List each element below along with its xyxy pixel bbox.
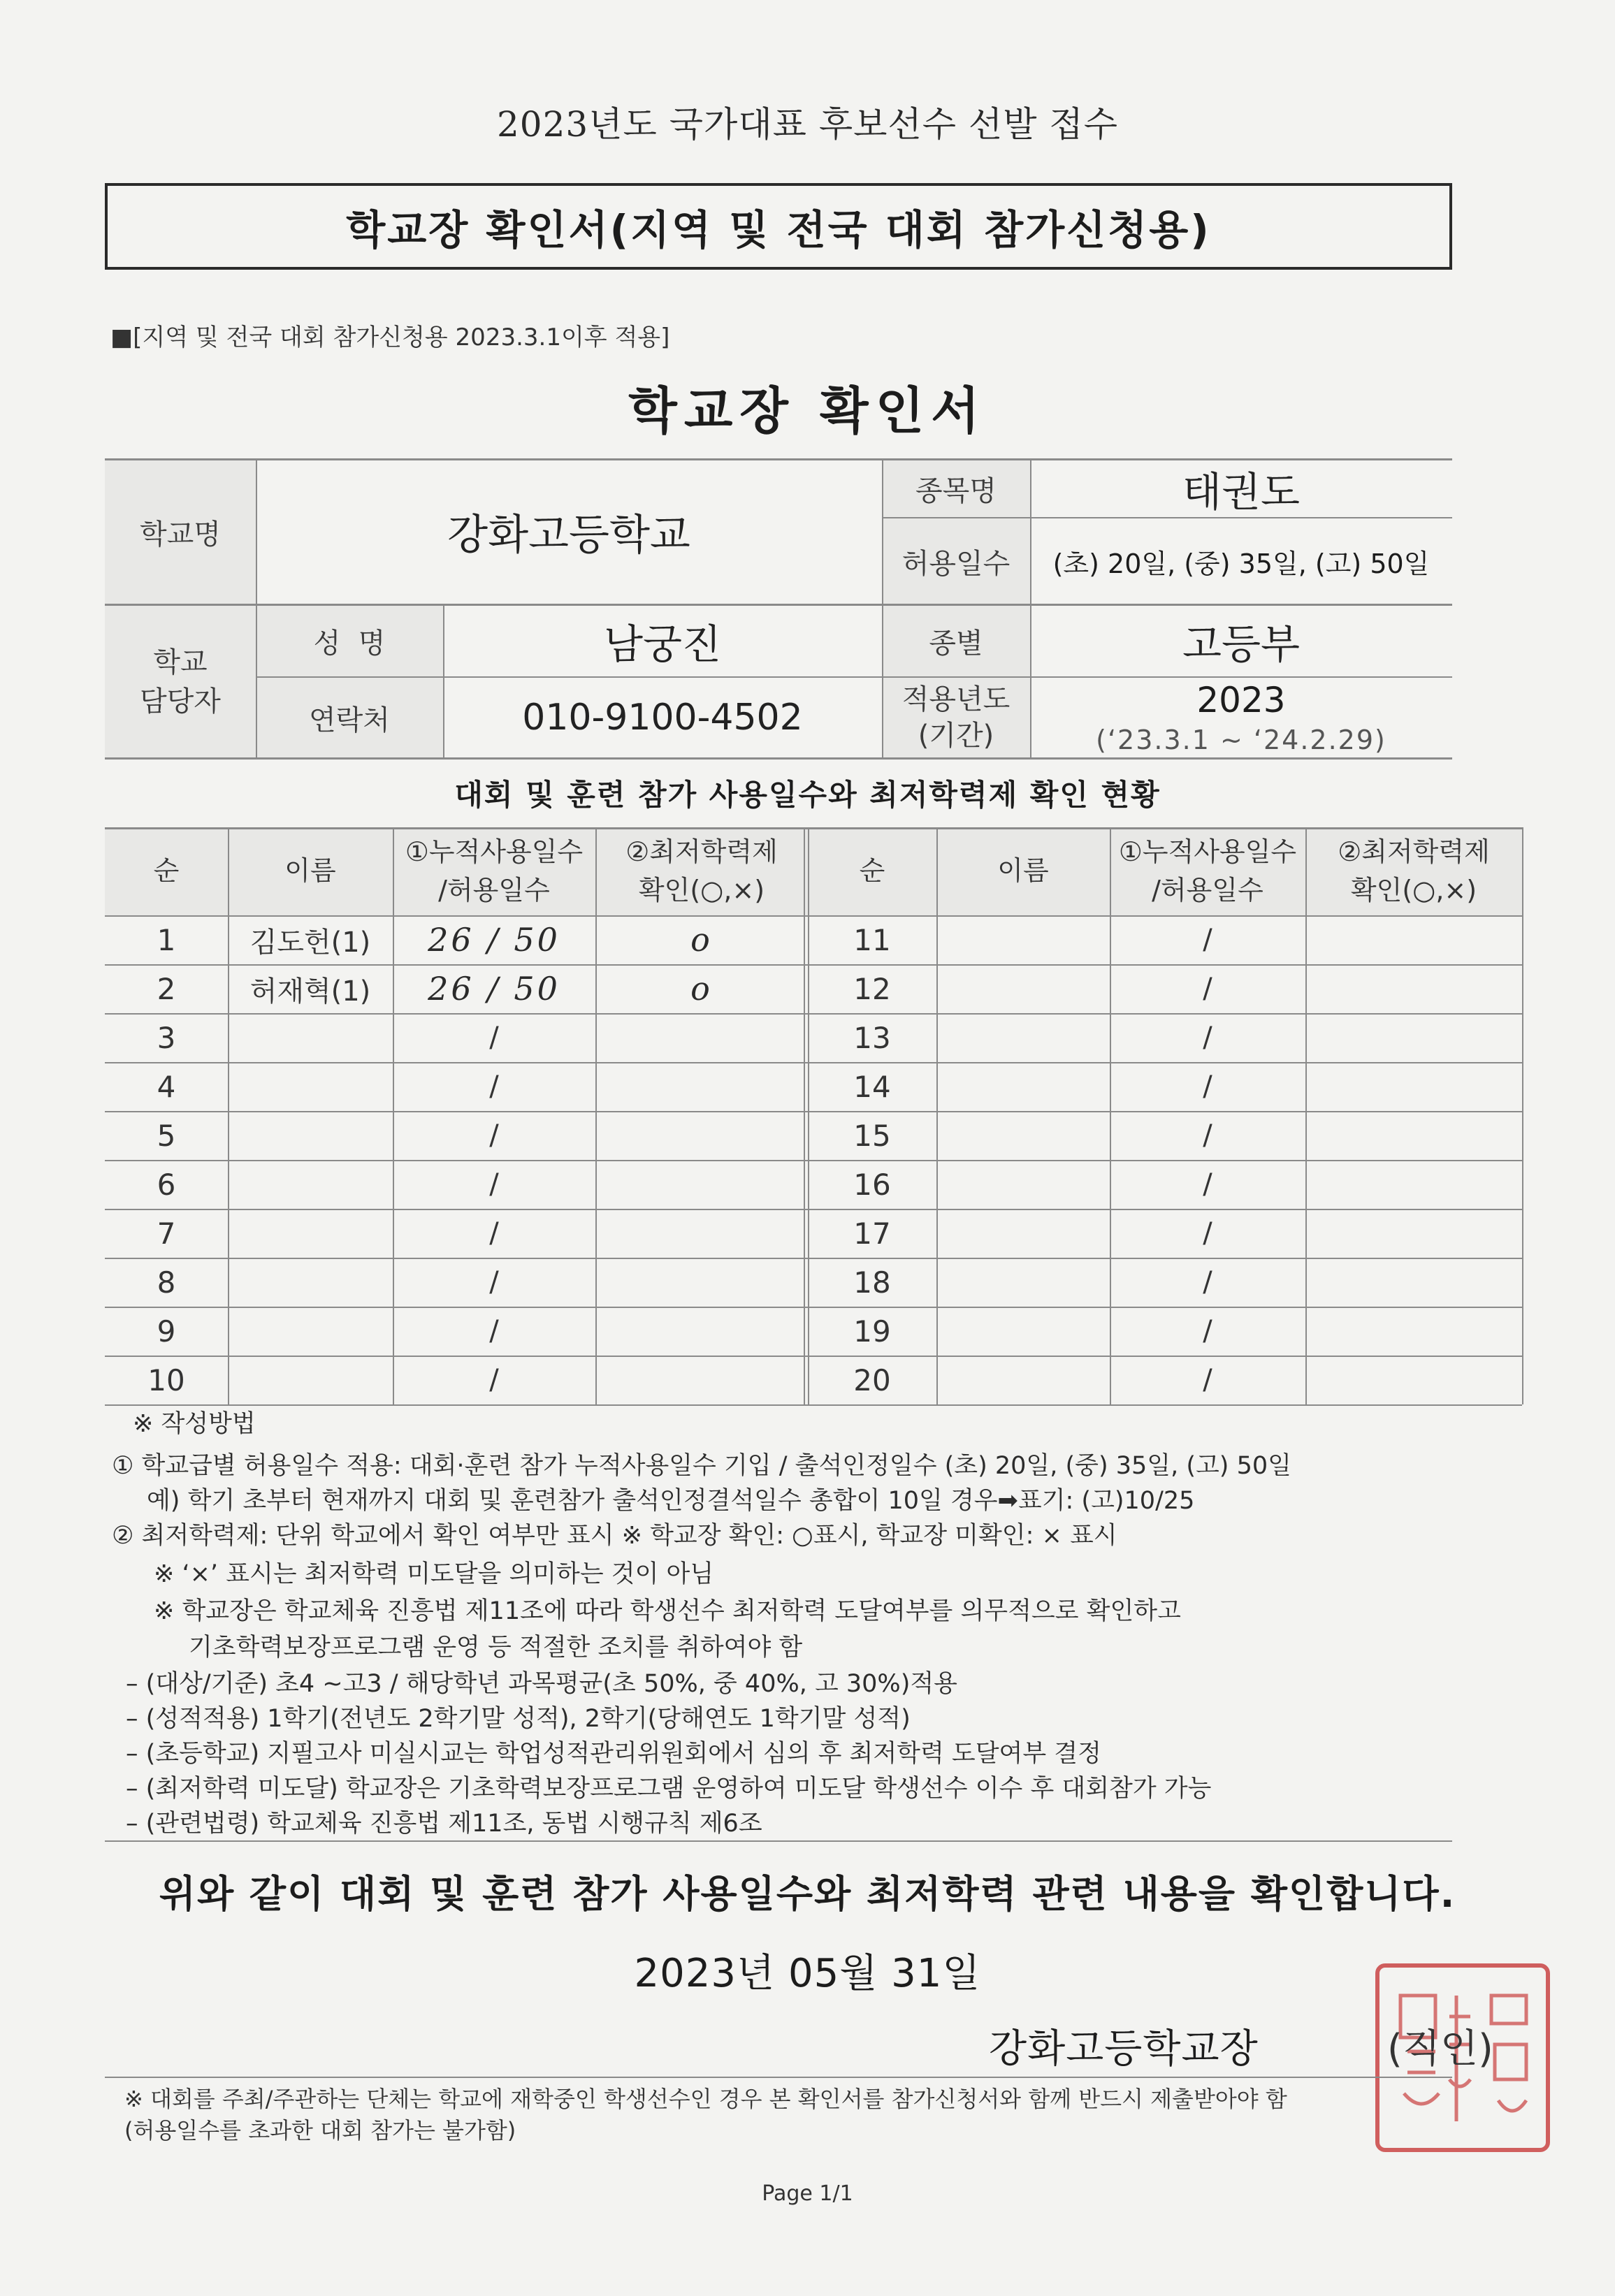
row-days: / [1203,924,1212,956]
row-min-check [595,1209,808,1258]
row-days: / [489,1217,499,1249]
school-name-value: 강화고등학교 [447,511,690,560]
row-days: / [1203,1070,1212,1103]
row-number: 18 [853,1265,891,1300]
row-number: 16 [853,1167,891,1202]
row-student-name [228,1356,393,1404]
row-number: 15 [853,1118,891,1153]
row-min-check [595,1160,808,1209]
allowed-days-value: (초) 20일, (중) 35일, (고) 50일 [1052,548,1430,579]
method-heading: ※ 작성방법 [133,1410,256,1438]
year-label-line1: 적용년도 [901,683,1011,715]
header-name [228,827,393,915]
row-student-name: 허재혁(1) [249,975,371,1008]
row-days: / [489,1070,499,1103]
row-student-name [936,1356,1110,1404]
principal-name: 강화고등학교장 [989,2026,1259,2072]
contact-label: 연락처 [309,704,390,736]
row-number: 6 [157,1167,176,1202]
row-student-name [228,1062,393,1111]
method-line: – (성적적용) 1학기(전년도 2학기말 성적), 2학기(당해연도 1학기말 성적) [126,1705,911,1733]
row-student-name [228,1209,393,1258]
manager-label-line2: 담당자 [140,685,221,718]
manager-name-label: 성 명 [313,627,386,660]
row-min-check [595,1307,808,1356]
row-days: / [489,1266,499,1298]
method-line: ※ ‘×’ 표시는 최저학력 미도달을 의미하는 것이 아님 [154,1560,714,1588]
row-min-check: o [690,921,713,959]
row-student-name: 김도헌(1) [249,926,371,959]
row-min-check [1305,1209,1522,1258]
allowed-days-label: 허용일수 [901,547,1011,580]
row-min-check [595,1062,808,1111]
row-number: 2 [157,971,176,1006]
row-days: / [1203,1168,1212,1200]
row-days: / [1203,973,1212,1005]
row-days: / [489,1022,499,1054]
header-min-achievement-text: 확인(○,×) [1350,875,1477,906]
method-line: – (최저학력 미도달) 학교장은 기초학력보장프로그램 운영하여 미도달 학생선수 이수 후 대회참가 가능 [126,1775,1212,1803]
header-days-text: ①누적사용일수 [405,836,584,867]
row-number: 10 [147,1363,185,1397]
row-min-check [595,1356,808,1404]
document-header-title: 2023년도 국가대표 후보선수 선발 접수 [496,104,1119,145]
row-days: / [1203,1217,1212,1249]
row-min-check: o [690,970,713,1008]
row-number: 4 [157,1069,176,1104]
header-days-text: /허용일수 [438,875,550,906]
row-student-name [936,915,1110,964]
row-number: 7 [157,1216,176,1251]
row-student-name [936,1160,1110,1209]
row-student-name [228,1258,393,1307]
row-number: 11 [853,922,891,957]
row-student-name [936,1062,1110,1111]
method-line: – (초등학교) 지필고사 미실시교는 학업성적관리위원회에서 심의 후 최저학력 도달여부 결정 [126,1740,1101,1768]
division-value: 고등부 [1182,620,1301,668]
header-seq-text: 순 [859,855,885,887]
row-number: 9 [157,1314,176,1349]
form-title-box: 학교장 확인서(지역 및 전국 대회 참가신청용) [105,183,1452,270]
row-min-check [595,1111,808,1160]
row-student-name [936,964,1110,1013]
footnote-line: (허용일수를 초과한 대회 참가는 불가함) [124,2116,516,2144]
row-days: / [1203,1022,1212,1054]
method-line: 예) 학기 초부터 현재까지 대회 및 훈련참가 출석인정결석일수 총합이 10일 경우➡표기: (고)10/25 [147,1487,1195,1515]
school-name-label: 학교명 [140,518,221,551]
method-line: – (대상/기준) 초4 ~고3 / 해당학년 과목평균(초 50%, 중 40%, 고 30%)적용 [126,1670,957,1698]
header-seq-text: 순 [153,855,180,887]
row-min-check [1305,1013,1522,1062]
row-student-name [936,1258,1110,1307]
row-days: / [1203,1364,1212,1396]
row-min-check [1305,1258,1522,1307]
row-days: / [1203,1119,1212,1151]
confirmation-statement: 위와 같이 대회 및 훈련 참가 사용일수와 최저학력 관련 내용을 확인합니다. [159,1872,1456,1916]
status-table-title: 대회 및 훈련 참가 사용일수와 최저학력제 확인 현황 [454,778,1161,812]
method-line: 기초학력보장프로그램 운영 등 적절한 조치를 취하여야 함 [189,1634,803,1662]
header-days [393,827,595,915]
row-number: 1 [157,922,176,957]
manager-label-line1: 학교 [153,646,208,678]
row-min-check [1305,1160,1522,1209]
row-days: / [1203,1315,1212,1347]
row-days: / [1203,1266,1212,1298]
row-number: 19 [853,1314,891,1349]
row-number: 13 [853,1020,891,1055]
row-number: 8 [157,1265,176,1300]
row-days: / [489,1315,499,1347]
row-number: 3 [157,1020,176,1055]
seal-mark-text: (직인) [1387,2026,1493,2072]
row-min-check [1305,1356,1522,1404]
row-number: 17 [853,1216,891,1251]
header-min-achievement [595,827,808,915]
contact-value: 010-9100-4502 [522,697,803,739]
header-name-text: 이름 [997,855,1049,887]
method-line: ② 최저학력제: 단위 학교에서 확인 여부만 표시 ※ 학교장 확인: ○표시, 학교장 미확인: × 표시 [112,1522,1117,1550]
row-student-name [228,1013,393,1062]
year-number: 2023 [1196,679,1286,720]
footnote [124,2084,1287,2146]
row-min-check [595,1258,808,1307]
year-period: (‘23.3.1 ~ ‘24.2.29) [1096,724,1386,755]
method-line: ※ 학교장은 학교체육 진흥법 제11조에 따라 학생선수 최저학력 도달여부를 의무적으로 확인하고 [154,1597,1181,1625]
header-days-text: /허용일수 [1152,875,1263,906]
row-number: 20 [853,1363,891,1397]
page-number: Page 1/1 [762,2181,853,2206]
row-days: / [489,1168,499,1200]
row-student-name [936,1013,1110,1062]
manager-name-value: 남궁진 [603,620,722,668]
sport-value: 태권도 [1182,468,1301,516]
row-student-name [936,1307,1110,1356]
row-min-check [1305,1062,1522,1111]
year-label [882,678,1030,757]
row-student-name [936,1209,1110,1258]
row-student-name [228,1307,393,1356]
header-min-achievement-text: ②최저학력제 [625,836,778,867]
row-min-check [595,1013,808,1062]
footnote-line: ※ 대회를 주최/주관하는 단체는 학교에 재학중인 학생선수인 경우 본 확인서를 참가신청서와 함께 반드시 제출받아야 함 [124,2086,1287,2112]
row-student-name [936,1111,1110,1160]
header-min-achievement-text: 확인(○,×) [638,875,765,906]
method-line: ① 학교급별 허용일수 적용: 대회·훈련 참가 누적사용일수 기입 / 출석인정일수 (초) 20일, (중) 35일, (고) 50일 [112,1452,1291,1480]
row-days: / [489,1364,499,1396]
manager-label [105,605,256,759]
method-line: – (관련법령) 학교체육 진흥법 제11조, 동법 시행규칙 제6조 [126,1810,762,1838]
header-seq [808,827,936,915]
header-days-text: ①누적사용일수 [1118,836,1297,867]
row-days: / [489,1119,499,1151]
row-min-check [1305,1307,1522,1356]
year-label-line2: (기간) [918,720,994,752]
header-min-achievement-text: ②최저학력제 [1338,836,1490,867]
year-value [1030,678,1452,757]
header-min-achievement [1305,827,1522,915]
apply-note: ■[지역 및 전국 대회 참가신청용 2023.3.1이후 적용] [110,324,670,351]
row-number: 12 [853,971,891,1006]
row-number: 14 [853,1069,891,1104]
row-days: 26 / 50 [428,970,560,1008]
header-name-text: 이름 [284,855,336,887]
header-seq [105,827,228,915]
row-min-check [1305,964,1522,1013]
row-student-name [228,1111,393,1160]
document-date: 2023년 05월 31일 [634,1951,981,1996]
header-name [936,827,1110,915]
header-days [1110,827,1305,915]
row-number: 5 [157,1118,176,1153]
row-min-check [1305,915,1522,964]
division-label: 종별 [929,627,983,660]
sport-label: 종목명 [915,474,997,507]
form-title: 학교장 확인서 [628,382,987,440]
row-student-name [228,1160,393,1209]
row-min-check [1305,1111,1522,1160]
row-days: 26 / 50 [428,921,560,959]
